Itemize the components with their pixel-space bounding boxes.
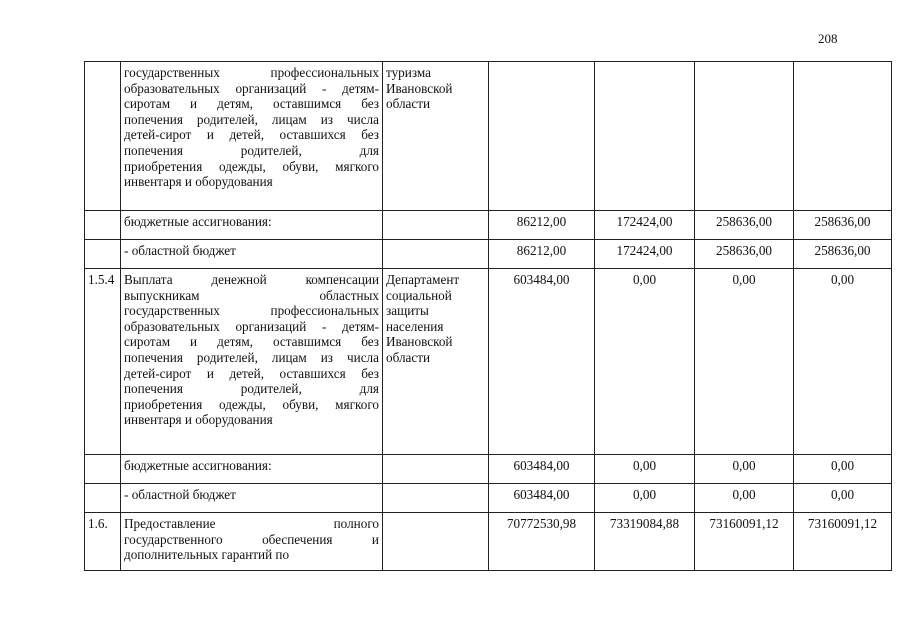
amount-cell-4: 258636,00	[794, 240, 892, 269]
executor-line: населения	[386, 318, 444, 334]
executor-cell	[383, 211, 489, 240]
item-name-line: образовательных организаций - детям-	[124, 318, 379, 334]
amount-cell-3: 258636,00	[695, 211, 794, 240]
executor-cell	[383, 62, 489, 211]
amount-cell-4: 0,00	[794, 455, 892, 484]
item-name-line: государственного обеспечения и	[124, 531, 379, 547]
item-name-cell	[121, 513, 383, 571]
executor-line: Департамент	[386, 272, 460, 287]
amount-cell-2: 172424,00	[595, 211, 695, 240]
amount-cell-4: 73160091,12	[794, 513, 892, 571]
amount-cell-3: 73160091,12	[695, 513, 794, 571]
amount-cell-1: 86212,00	[489, 211, 595, 240]
item-name-line: детей-сирот и детей, оставшихся без	[124, 127, 379, 143]
executor-cell	[383, 269, 489, 455]
item-name-line: попечения родителей, для	[124, 142, 379, 158]
item-name-line: приобретения одежды, обуви, мягкого	[124, 396, 379, 412]
item-name-line: бюджетные ассигнования:	[124, 458, 272, 473]
row-number-cell	[85, 211, 121, 240]
item-name-cell	[121, 211, 383, 240]
item-name-cell	[121, 269, 383, 455]
table-row	[85, 455, 892, 484]
row-number-cell	[85, 455, 121, 484]
item-name-line: сиротам и детям, оставшимся без	[124, 96, 379, 112]
amount-cell-4: 0,00	[794, 269, 892, 455]
table-row	[85, 484, 892, 513]
amount-cell-3: 0,00	[695, 484, 794, 513]
table-row	[85, 513, 892, 571]
item-name-line: инвентаря и оборудования	[124, 412, 273, 428]
executor-cell	[383, 484, 489, 513]
amount-cell-3: 0,00	[695, 269, 794, 455]
executor-line: защиты	[386, 303, 429, 319]
item-name-line: Выплата денежной компенсации	[124, 272, 379, 287]
executor-cell	[383, 513, 489, 571]
amount-cell-4: 0,00	[794, 484, 892, 513]
amount-cell-2: 172424,00	[595, 240, 695, 269]
item-name-line: Предоставление полного	[124, 516, 379, 531]
item-name-line: попечения родителей, лицам из числа	[124, 349, 379, 365]
item-name-line: образовательных организаций - детям-	[124, 80, 379, 96]
item-name-line: - областной бюджет	[124, 487, 236, 502]
amount-cell-1: 603484,00	[489, 269, 595, 455]
amount-cell-1: 603484,00	[489, 484, 595, 513]
budget-table	[84, 61, 892, 571]
executor-cell	[383, 455, 489, 484]
item-name-line: государственных профессиональных	[124, 303, 379, 319]
executor-line: Ивановской	[386, 334, 453, 350]
amount-cell-4	[794, 62, 892, 211]
item-name-line: инвентаря и оборудования	[124, 174, 273, 190]
table-row	[85, 269, 892, 455]
row-number-cell: 1.6.	[85, 513, 121, 571]
executor-line: Ивановской	[386, 80, 453, 96]
amount-cell-3: 258636,00	[695, 240, 794, 269]
item-name-line: - областной бюджет	[124, 243, 236, 258]
amount-cell-2: 0,00	[595, 484, 695, 513]
item-name-line: бюджетные ассигнования:	[124, 214, 272, 229]
amount-cell-1: 70772530,98	[489, 513, 595, 571]
amount-cell-2	[595, 62, 695, 211]
item-name-cell	[121, 62, 383, 211]
item-name-line: выпускникам областных	[124, 287, 379, 303]
amount-cell-1	[489, 62, 595, 211]
table-row	[85, 62, 892, 211]
amount-cell-2: 0,00	[595, 455, 695, 484]
executor-line: туризма	[386, 65, 431, 80]
item-name-line: приобретения одежды, обуви, мягкого	[124, 158, 379, 174]
executor-cell	[383, 240, 489, 269]
row-number-cell	[85, 484, 121, 513]
table-row	[85, 240, 892, 269]
item-name-line: попечения родителей, для	[124, 381, 379, 397]
amount-cell-1: 603484,00	[489, 455, 595, 484]
row-number-cell	[85, 62, 121, 211]
item-name-line: сиротам и детям, оставшимся без	[124, 334, 379, 350]
page-number: 208	[818, 31, 838, 46]
amount-cell-1: 86212,00	[489, 240, 595, 269]
item-name-line: попечения родителей, лицам из числа	[124, 111, 379, 127]
amount-cell-3: 0,00	[695, 455, 794, 484]
row-number-cell	[85, 240, 121, 269]
item-name-cell	[121, 484, 383, 513]
item-name-cell	[121, 455, 383, 484]
amount-cell-4: 258636,00	[794, 211, 892, 240]
item-name-line: государственных профессиональных	[124, 65, 379, 80]
item-name-cell	[121, 240, 383, 269]
executor-line: социальной	[386, 287, 452, 303]
amount-cell-2: 0,00	[595, 269, 695, 455]
item-name-line: дополнительных гарантий по	[124, 547, 290, 563]
amount-cell-3	[695, 62, 794, 211]
executor-line: области	[386, 96, 431, 112]
table-row	[85, 211, 892, 240]
amount-cell-2: 73319084,88	[595, 513, 695, 571]
row-number-cell: 1.5.4	[85, 269, 121, 455]
executor-line: области	[386, 349, 431, 365]
item-name-line: детей-сирот и детей, оставшихся без	[124, 365, 379, 381]
